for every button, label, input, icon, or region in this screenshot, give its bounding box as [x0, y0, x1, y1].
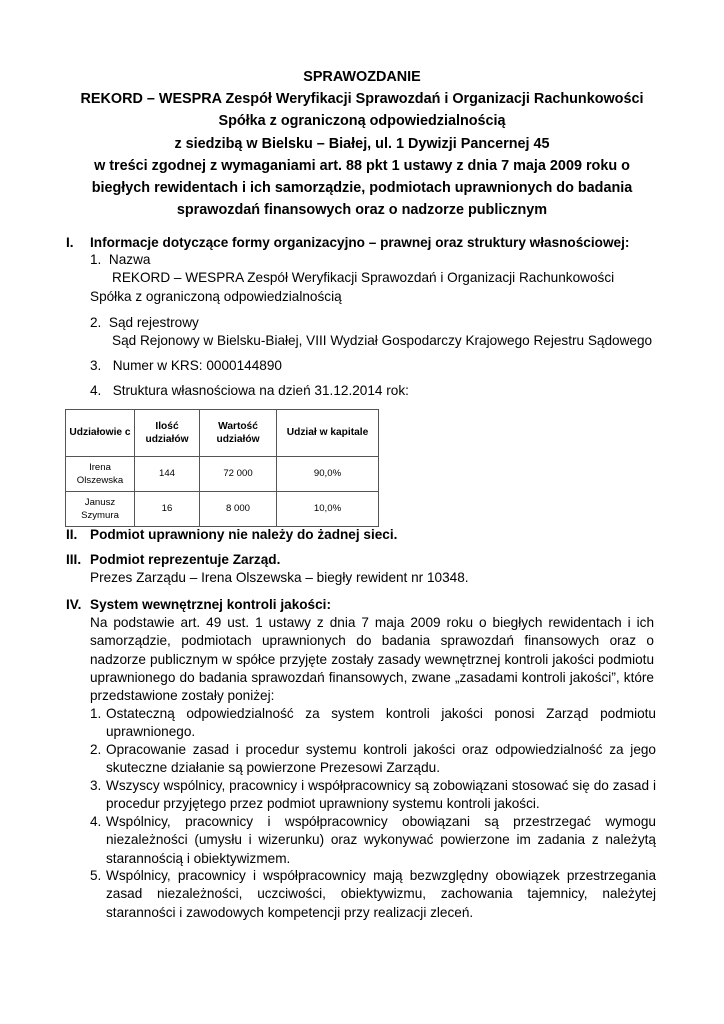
section-number: II. — [66, 527, 78, 542]
document-title — [40, 66, 684, 221]
table-cell: 90,0% — [277, 457, 379, 492]
registry-court-line: Sąd Rejonowy w Bielsku-Białej, VIII Wydział Gospodarczy Krajowego Rejestru Sądowego — [112, 333, 653, 348]
list-item-number: 4. — [90, 814, 102, 829]
title-line: sprawozdań finansowych oraz o nadzorze publicznym — [176, 202, 548, 219]
list-item — [90, 867, 656, 922]
list-item-number: 3. — [90, 778, 102, 793]
table-header-row — [66, 410, 379, 457]
section-number: III. — [66, 552, 82, 567]
table-header-cell: Ilość udziałów — [135, 410, 200, 457]
table-cell: 144 — [135, 457, 200, 492]
section-title: System wewnętrznej kontroli jakości: — [90, 597, 331, 612]
section-title: Podmiot uprawniony nie należy do żadnej sieci. — [90, 527, 398, 542]
title-line: z siedzibą w Bielsku – Białej, ul. 1 Dywizji Pancernej 45 — [174, 135, 550, 152]
table-cell: 10,0% — [277, 492, 379, 527]
table-row — [66, 492, 379, 527]
table-header-cell: Udziałowie c — [66, 410, 135, 457]
company-name-line: REKORD – WESPRA Zespół Weryfikacji Sprawozdań i Organizacji Rachunkowości — [112, 270, 615, 285]
ownership-table — [65, 409, 379, 527]
president-line: Prezes Zarządu – Irena Olszewska – biegły rewident nr 10348. — [90, 570, 469, 585]
list-item-number: 2. — [90, 742, 102, 757]
item-4-ownership: 4. Struktura własnościowa na dzień 31.12.2014 rok: — [90, 383, 409, 398]
company-form-line: Spółka z ograniczoną odpowiedzialnością — [90, 289, 342, 304]
item-2-label: 2. Sąd rejestrowy — [90, 315, 199, 330]
section-4-intro: Na podstawie art. 49 ust. 1 ustawy z dnia 7 maja 2009 roku o biegłych rewidentach i ich samorządzie, podmiotach uprawnionych do badania sprawozdań finansowych oraz o nadzorze publicznym w spółce przyjęte zostały zasady wewnętrznej kontroli jakości podmiotu uprawnionego do badania sprawozdań finansowych, zwane „zasadami kontroli jakości”, które przedstawione zostały poniżej: — [90, 615, 654, 704]
section-number: I. — [66, 235, 74, 250]
item-3-krs: 3. Numer w KRS: 0000144890 — [90, 358, 282, 373]
title-line: w treści zgodnej z wymaganiami art. 88 pkt 1 ustawy z dnia 7 maja 2009 roku o — [94, 157, 630, 174]
list-item-number: 1. — [90, 706, 102, 721]
list-item — [90, 705, 656, 742]
section-title: Podmiot reprezentuje Zarząd. — [90, 552, 281, 567]
table-cell: Irena Olszewska — [66, 457, 135, 492]
section-number: IV. — [66, 597, 82, 612]
title-line: SPRAWOZDANIE — [303, 69, 421, 85]
title-line: REKORD – WESPRA Zespół Weryfikacji Sprawozdań i Organizacji Rachunkowości — [80, 91, 644, 108]
item-1-label: 1. Nazwa — [90, 252, 151, 267]
title-line: Spółka z ograniczoną odpowiedzialnością — [218, 113, 506, 130]
title-line: biegłych rewidentach i ich samorządzie, podmiotach uprawnionych do badania — [91, 180, 633, 197]
list-item-text: Ostateczną odpowiedzialność za system kontroli jakości ponosi Zarząd podmiotu uprawnionego. — [106, 706, 656, 740]
list-item — [90, 777, 656, 814]
table-cell: 8 000 — [200, 492, 277, 527]
list-item-number: 5. — [90, 868, 102, 883]
list-item-text: Wspólnicy, pracownicy i współpracownicy obowiązani są przestrzegać wymogu niezależności (umysłu i wizerunku) oraz wykonywać powierzone im zadania z należytą starannością i obiektywizmem. — [106, 814, 656, 866]
table-header-cell: Wartość udziałów — [200, 410, 277, 457]
list-item-text: Wspólnicy, pracownicy i współpracownicy mają bezwzględny obowiązek przestrzegania zasad niezależności, uczciwości, obiektywizmu, zachowania tajemnicy, należytej staranności i zawodowych kompetencji przy realizacji zleceń. — [106, 868, 656, 920]
table-cell: Janusz Szymura — [66, 492, 135, 527]
table-cell: 72 000 — [200, 457, 277, 492]
table-cell: 16 — [135, 492, 200, 527]
section-title: Informacje dotyczące formy organizacyjno – prawnej oraz struktury własnościowej: — [90, 235, 630, 250]
table-header-cell: Udział w kapitale — [277, 410, 379, 457]
list-item — [90, 813, 656, 868]
table-row — [66, 457, 379, 492]
list-item — [90, 741, 656, 778]
list-item-text: Wszyscy wspólnicy, pracownicy i współpracownicy są zobowiązani stosować się do zasad i procedur przyjętego przez podmiot uprawniony systemu kontroli jakości. — [106, 778, 656, 812]
list-item-text: Opracowanie zasad i procedur systemu kontroli jakości oraz odpowiedzialność za jego skuteczne działanie są powierzone Prezesowi Zarządu. — [106, 742, 656, 776]
